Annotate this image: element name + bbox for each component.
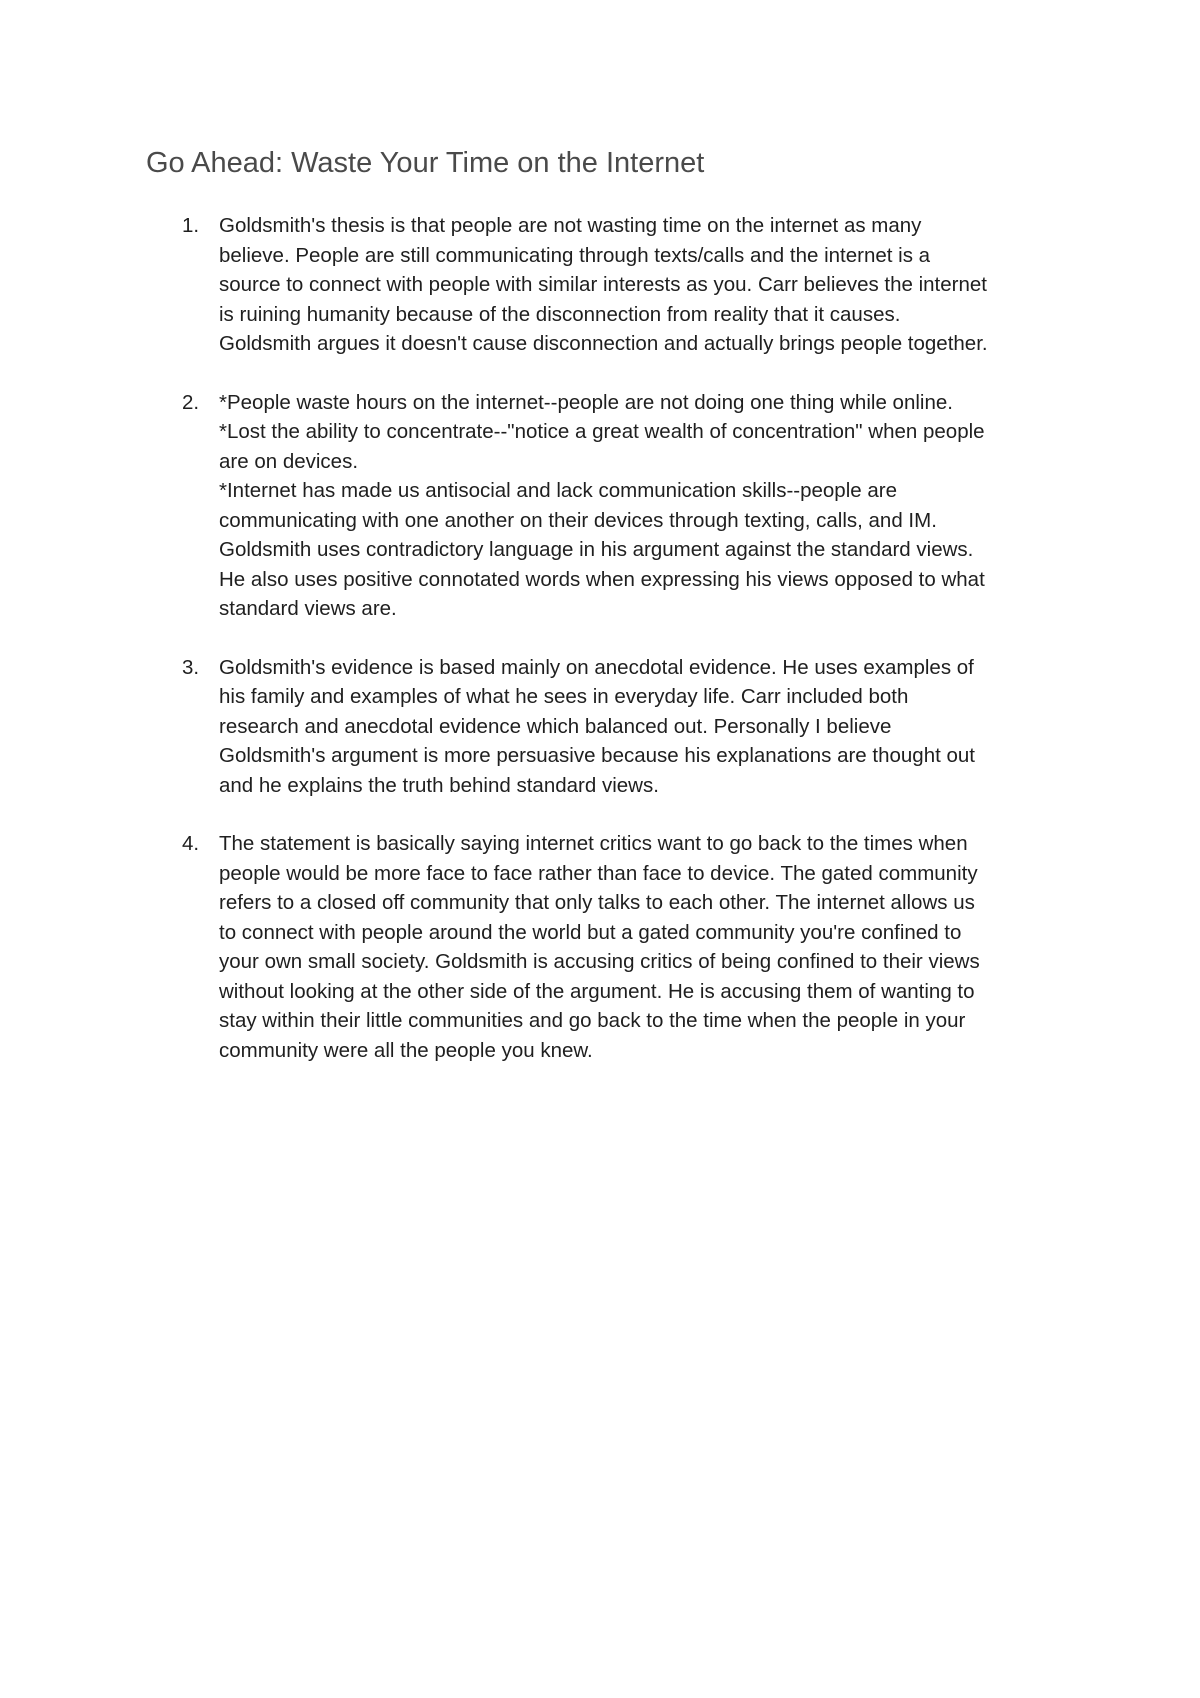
text-line: standard views are. [219, 597, 397, 620]
text-line: without looking at the other side of the argument. He is accusing them of wanting to [219, 979, 975, 1003]
text-line: is ruining humanity because of the disconnection from reality that it causes. [219, 302, 901, 326]
text-line: Goldsmith uses contradictory language in his argument against the standard views. [219, 538, 974, 561]
text-line: *Lost the ability to concentrate--"notice a great wealth of concentration" when people [219, 420, 985, 443]
list-item-answer-2 [146, 388, 1076, 624]
text-line: communicating with one another on their devices through texting, calls, and IM. [219, 508, 937, 532]
text-line: people would be more face to face rather than face to device. The gated community [219, 861, 978, 885]
list-item-answer-1 [146, 211, 1076, 359]
text-line: Goldsmith argues it doesn't cause disconnection and actually brings people together. [219, 332, 988, 355]
list-number: 3. [182, 655, 200, 679]
text-line: Goldsmith's thesis is that people are not wasting time on the internet as many [219, 214, 922, 237]
list-item-answer-3 [146, 653, 1076, 801]
page-title: Go Ahead: Waste Your Time on the Internet [146, 147, 705, 179]
text-line: Goldsmith's evidence is based mainly on anecdotal evidence. He uses examples of [219, 655, 974, 679]
list-item-answer-4 [146, 829, 1076, 1065]
text-line: believe. People are still communicating through texts/calls and the internet is a [219, 243, 931, 267]
text-line: *Internet has made us antisocial and lack communication skills--people are [219, 479, 897, 502]
text-line: *People waste hours on the internet--people are not doing one thing while online. [219, 390, 953, 414]
text-line: He also uses positive connotated words when expressing his views opposed to what [219, 567, 985, 591]
text-line: your own small society. Goldsmith is accusing critics of being confined to their views [219, 950, 980, 973]
list-number: 1. [182, 214, 200, 237]
text-line: The statement is basically saying internet critics want to go back to the times when [219, 832, 968, 855]
text-line: community were all the people you knew. [219, 1038, 593, 1062]
list-number: 2. [182, 390, 200, 414]
answer-list [146, 211, 1076, 1094]
text-line: to connect with people around the world but a gated community you're confined to [219, 920, 962, 944]
text-line: stay within their little communities and go back to the time when the people in your [219, 1009, 966, 1032]
text-line: his family and examples of what he sees in everyday life. Carr included both [219, 685, 909, 708]
text-line: are on devices. [219, 449, 359, 473]
text-line: refers to a closed off community that only talks to each other. The internet allows us [219, 891, 975, 914]
text-line: Goldsmith's argument is more persuasive because his explanations are thought out [219, 744, 975, 767]
text-line: research and anecdotal evidence which balanced out. Personally I believe [219, 714, 892, 738]
text-line: source to connect with people with similar interests as you. Carr believes the internet [219, 273, 987, 296]
list-number: 4. [182, 832, 200, 855]
text-line: and he explains the truth behind standard views. [219, 773, 659, 797]
